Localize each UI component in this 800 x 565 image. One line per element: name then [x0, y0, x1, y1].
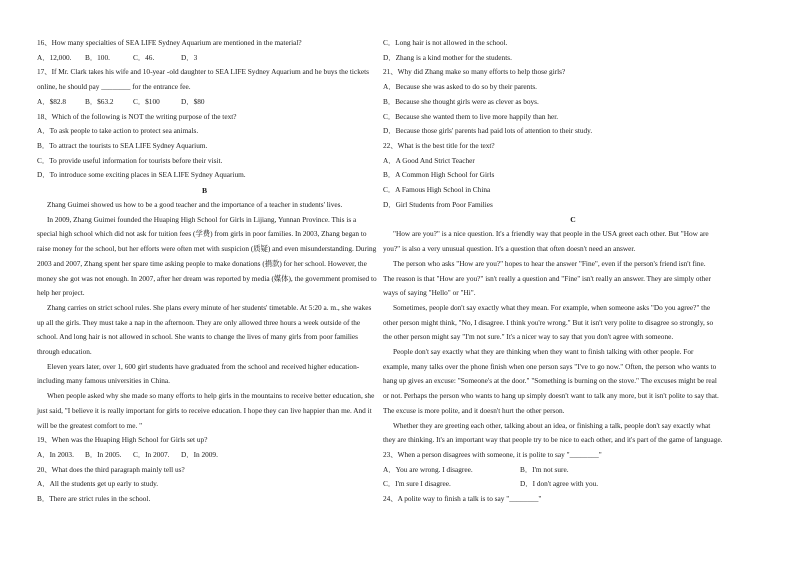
option-c: C．$100 — [133, 96, 160, 106]
option-d: D．Because those girls' parents had paid lots of attention to their study. — [383, 126, 593, 136]
option-d: D．$80 — [181, 96, 205, 106]
question-18: 18、Which of the following is NOT the writing purpose of the text? — [37, 111, 237, 121]
section-c-heading: C — [570, 215, 576, 225]
passage-c-line: People don't say exactly what they are thinking when they want to finish talking with other people. For — [393, 347, 694, 357]
question-16: 16、How many specialties of SEA LIFE Sydney Aquarium are mentioned in the material? — [37, 38, 302, 47]
option-b: B．100. — [85, 52, 110, 62]
question-17-line-1: 17、If Mr. Clark takes his wife and 10-year -old daughter to SEA LIFE Sydney Aquarium and he buys the tickets — [37, 67, 369, 77]
passage-b-line: school. And long hair is not allowed in school. She wants to change the lives of many girls from poor families — [37, 332, 359, 342]
option-c: C．In 2007. — [133, 449, 170, 459]
question-21: 21、Why did Zhang make so many efforts to help those girls? — [383, 67, 566, 77]
right-column — [383, 36, 763, 507]
option-d: D．I don't agree with you. — [520, 479, 599, 489]
question-23: 23、When a person disagrees with someone, it is polite to say "________" — [383, 449, 602, 459]
option-a: A．In 2003. — [37, 449, 74, 459]
option-a: A．Because she was asked to do so by their parents. — [383, 82, 538, 92]
option-b: B．$63.2 — [85, 96, 114, 106]
passage-c-line: "How are you?" is a nice question. It's a friendly way that people in the USA greet each other. But "How are — [393, 229, 709, 239]
passage-b-line: When people asked why she made so many efforts to help girls in the mountains to receive better education, she — [47, 391, 375, 401]
passage-b-line: money she got was not enough. In 2007, after her dream was reported by media (媒体), the government promised to — [37, 273, 377, 283]
passage-c-line: ways of saying "Hello" or "Hi". — [383, 288, 476, 298]
passage-c-line: or not. Perhaps the person who wants to hang up simply doesn't want to talk any more, but it isn't polite to say that. — [383, 391, 719, 401]
question-19: 19、When was the Huaping High School for Girls set up? — [37, 435, 208, 445]
passage-b-line: 2003 and 2007, Zhang spent her spare time asking people to make donations (捐款) for her school. However, the — [37, 258, 367, 268]
question-17-options — [37, 95, 372, 110]
passage-c-line: The person who asks "How are you?" hopes to hear the answer "Fine", even if the person's friend isn't fine. — [393, 258, 706, 268]
question-19-options — [37, 448, 372, 463]
question-23-options-row-1 — [383, 463, 763, 478]
option-c: C．Because she wanted them to live more happily than her. — [383, 111, 559, 121]
question-17-line-2: online, he should pay ________ for the entrance fee. — [37, 82, 191, 92]
option-a: A．A Good And Strict Teacher — [383, 155, 475, 165]
option-b: B．There are strict rules in the school. — [37, 494, 151, 504]
option-c: C．To provide useful information for tourists before their visit. — [37, 155, 223, 165]
left-column — [37, 36, 377, 507]
question-24: 24、A polite way to finish a talk is to say "________" — [383, 494, 542, 504]
question-20: 20、What does the third paragraph mainly tell us? — [37, 464, 185, 474]
option-d: D．To introduce some exciting places in SEA LIFE Sydney Aquarium. — [37, 170, 246, 180]
passage-c-line: the other person might say "I'm not sure." It's a nicer way to say that you don't agree with someone. — [383, 332, 674, 342]
passage-c-line: hang up gives an excuse: "Someone's at the door." "Something is burning on the stove." The excuses might be real — [383, 376, 717, 386]
option-a: A．You are wrong. I disagree. — [383, 464, 473, 474]
option-b: B．A Common High School for Girls — [383, 170, 495, 180]
option-d: D．In 2009. — [181, 449, 218, 459]
question-22: 22、What is the best title for the text? — [383, 140, 495, 150]
passage-b-line: Eleven years later, over 1, 600 girl students have graduated from the school and received higher education- — [47, 361, 360, 371]
option-a: A．All the students get up early to study. — [37, 479, 159, 489]
section-b-heading: B — [201, 186, 208, 196]
question-23-options-row-2 — [383, 477, 763, 492]
passage-b-line: Zhang carries on strict school rules. She plans every minute of her students' timetable. At 5:20 a. m., she wakes — [47, 302, 372, 312]
passage-c-line: you?" is also a very unusual question. It's a question that often doesn't need an answer. — [383, 244, 636, 254]
passage-c-line: The reason is that "How are you?" isn't really a question and "Fine" isn't really an answer. They are simply other — [383, 273, 711, 283]
passage-c-line: Sometimes, people don't say exactly what they mean. For example, when someone asks "Do you agree?" the — [393, 302, 711, 312]
option-d: D．Zhang is a kind mother for the students. — [383, 52, 512, 62]
option-a: A．$82.8 — [37, 96, 66, 106]
option-c: C．I'm sure I disagree. — [383, 479, 451, 489]
option-b: B．I'm not sure. — [520, 464, 569, 474]
passage-c-line: The excuse is more polite, and it doesn't hurt the other person. — [383, 405, 565, 415]
option-d: D．Girl Students from Poor Families — [383, 199, 493, 209]
question-16-options — [37, 51, 372, 66]
passage-c-line: example, many talks over the phone finish when one person says "I've to go now." Often, the person who wants to — [383, 361, 717, 371]
option-a: A．12,000. — [37, 52, 72, 62]
option-d: D．3 — [181, 52, 198, 62]
passage-b-line: special high school which did not ask for tuition fees (学费) from girls in poor families. In 2003, Zhang began to — [37, 229, 367, 239]
passage-b-line: through education. — [37, 347, 92, 357]
passage-c-line: Whether they are greeting each other, talking about an idea, or finishing a talk, people don't say exactly what — [393, 420, 711, 430]
passage-b-line: up all the girls. They must take a nap in the afternoon. They are only allowed three hours a week outside of the — [37, 317, 361, 327]
option-b: B．In 2005. — [85, 449, 122, 459]
passage-b-line: Zhang Guimei showed us how to be a good teacher and the importance of a teacher in students' lives. — [47, 200, 343, 210]
passage-c-line: other person might think, "No, I disagree. I think you're wrong." But it isn't very polite to disagree so strongly, so — [383, 317, 714, 327]
passage-b-line: will be the greatest comfort to me. " — [37, 420, 143, 430]
option-c: C．A Famous High School in China — [383, 185, 491, 195]
option-c: C．Long hair is not allowed in the school. — [383, 38, 508, 47]
option-a: A．To ask people to take action to protect sea animals. — [37, 126, 199, 136]
passage-b-line: In 2009, Zhang Guimei founded the Huaping High School for Girls in Lijiang, Yunnan Province. This is a — [47, 214, 357, 224]
passage-b-line: just said, "I believe it is really important for girls to receive education. I hope they can live happier than me. And it — [37, 405, 372, 415]
option-b: B．To attract the tourists to SEA LIFE Sydney Aquarium. — [37, 140, 208, 150]
passage-b-line: help her project. — [37, 288, 85, 298]
passage-b-line: raise money for the school, but her efforts were often met with suspicion (质疑) and even misunderstanding. During — [37, 244, 377, 254]
option-c: C．46. — [133, 52, 155, 62]
passage-c-line: they are thinking. It's an important way that people try to be nice to each other, and it's part of the game of language. — [383, 435, 723, 445]
passage-b-line: including many famous universities in China. — [37, 376, 170, 386]
option-b: B．Because she thought girls were as clever as boys. — [383, 96, 539, 106]
